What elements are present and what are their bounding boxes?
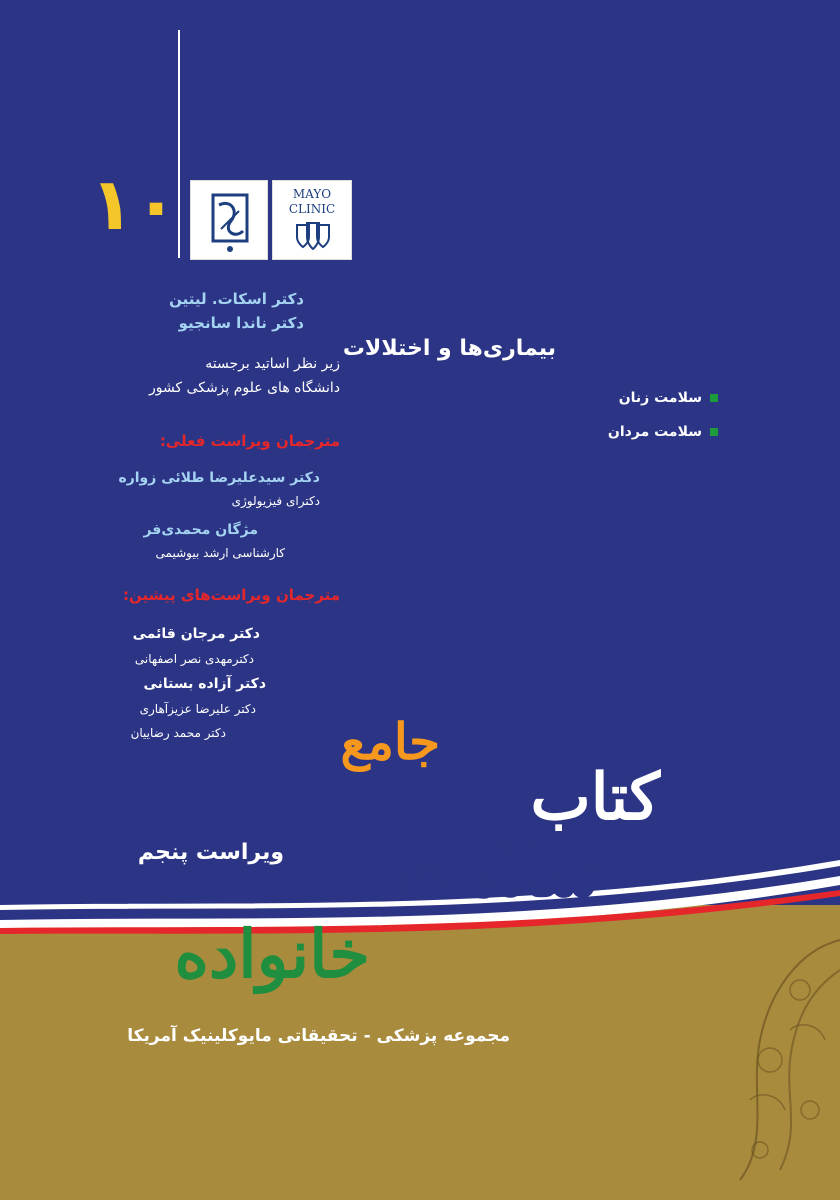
previous-translator-2: دکترمهدی نصر اصفهانی	[134, 652, 254, 666]
floral-ornament-icon	[700, 930, 840, 1200]
supervision-line-1: زیر نظر اساتید برجسته	[205, 356, 340, 372]
previous-translator-3: دکتر آزاده بستانی	[143, 676, 266, 692]
previous-translator-5: دکتر محمد رضاییان	[130, 726, 226, 740]
current-translator-2-title: کارشناسی ارشد بیوشیمی	[155, 546, 285, 560]
volume-number: ۱۰	[90, 162, 178, 246]
previous-translators-heading: مترجمان ویراست‌های پیشین:	[123, 586, 340, 604]
previous-translator-1: دکتر مرجان قائمی	[132, 626, 260, 642]
title-ketab: کتاب	[530, 760, 660, 835]
author-1: دکتر اسکات. لیتین	[169, 290, 304, 308]
title-salamat: سلامت	[393, 830, 600, 913]
mayo-line2: CLINIC	[288, 202, 336, 216]
publisher-calligraphy-logo	[191, 181, 269, 261]
mayo-shields-icon	[293, 221, 333, 251]
current-translators-heading: مترجمان ویراست فعلی:	[159, 432, 340, 450]
bullet-square-icon	[710, 394, 718, 402]
vertical-divider	[178, 30, 180, 258]
title-jame: جامع	[340, 712, 440, 771]
topic-item-women-label: سلامت زنان	[618, 390, 702, 406]
supervision-line-2: دانشگاه های علوم پزشکی کشور	[148, 380, 340, 396]
current-translator-2-name: مژگان محمدی‌فر	[143, 522, 258, 538]
current-translator-1-title: دکترای فیزیولوژی	[231, 494, 320, 508]
topic-item-women	[619, 390, 718, 406]
topic-item-men	[608, 424, 718, 440]
mayo-logo-text	[273, 187, 351, 217]
publisher-logo	[190, 180, 268, 260]
topic-title: بیماری‌ها و اختلالات	[342, 336, 556, 361]
series-subtitle: مجموعه پزشکی - تحقیقاتی مایوکلینیک آمریکا	[127, 1026, 510, 1046]
edition-label: ویراست پنجم	[137, 840, 284, 865]
current-translator-1-name: دکتر سیدعلیرضا طلائی زواره	[118, 470, 320, 486]
title-khanevadeh: خانواده	[174, 915, 370, 993]
previous-translator-4: دکتر علیرضا عزیزآهاری	[139, 702, 256, 716]
topic-item-men-label: سلامت مردان	[607, 424, 702, 440]
mayo-line1: MAYO	[292, 187, 332, 201]
bullet-square-icon	[710, 428, 718, 436]
author-2: دکتر ناندا سانجیو	[178, 314, 304, 332]
mayo-clinic-logo	[272, 180, 352, 260]
